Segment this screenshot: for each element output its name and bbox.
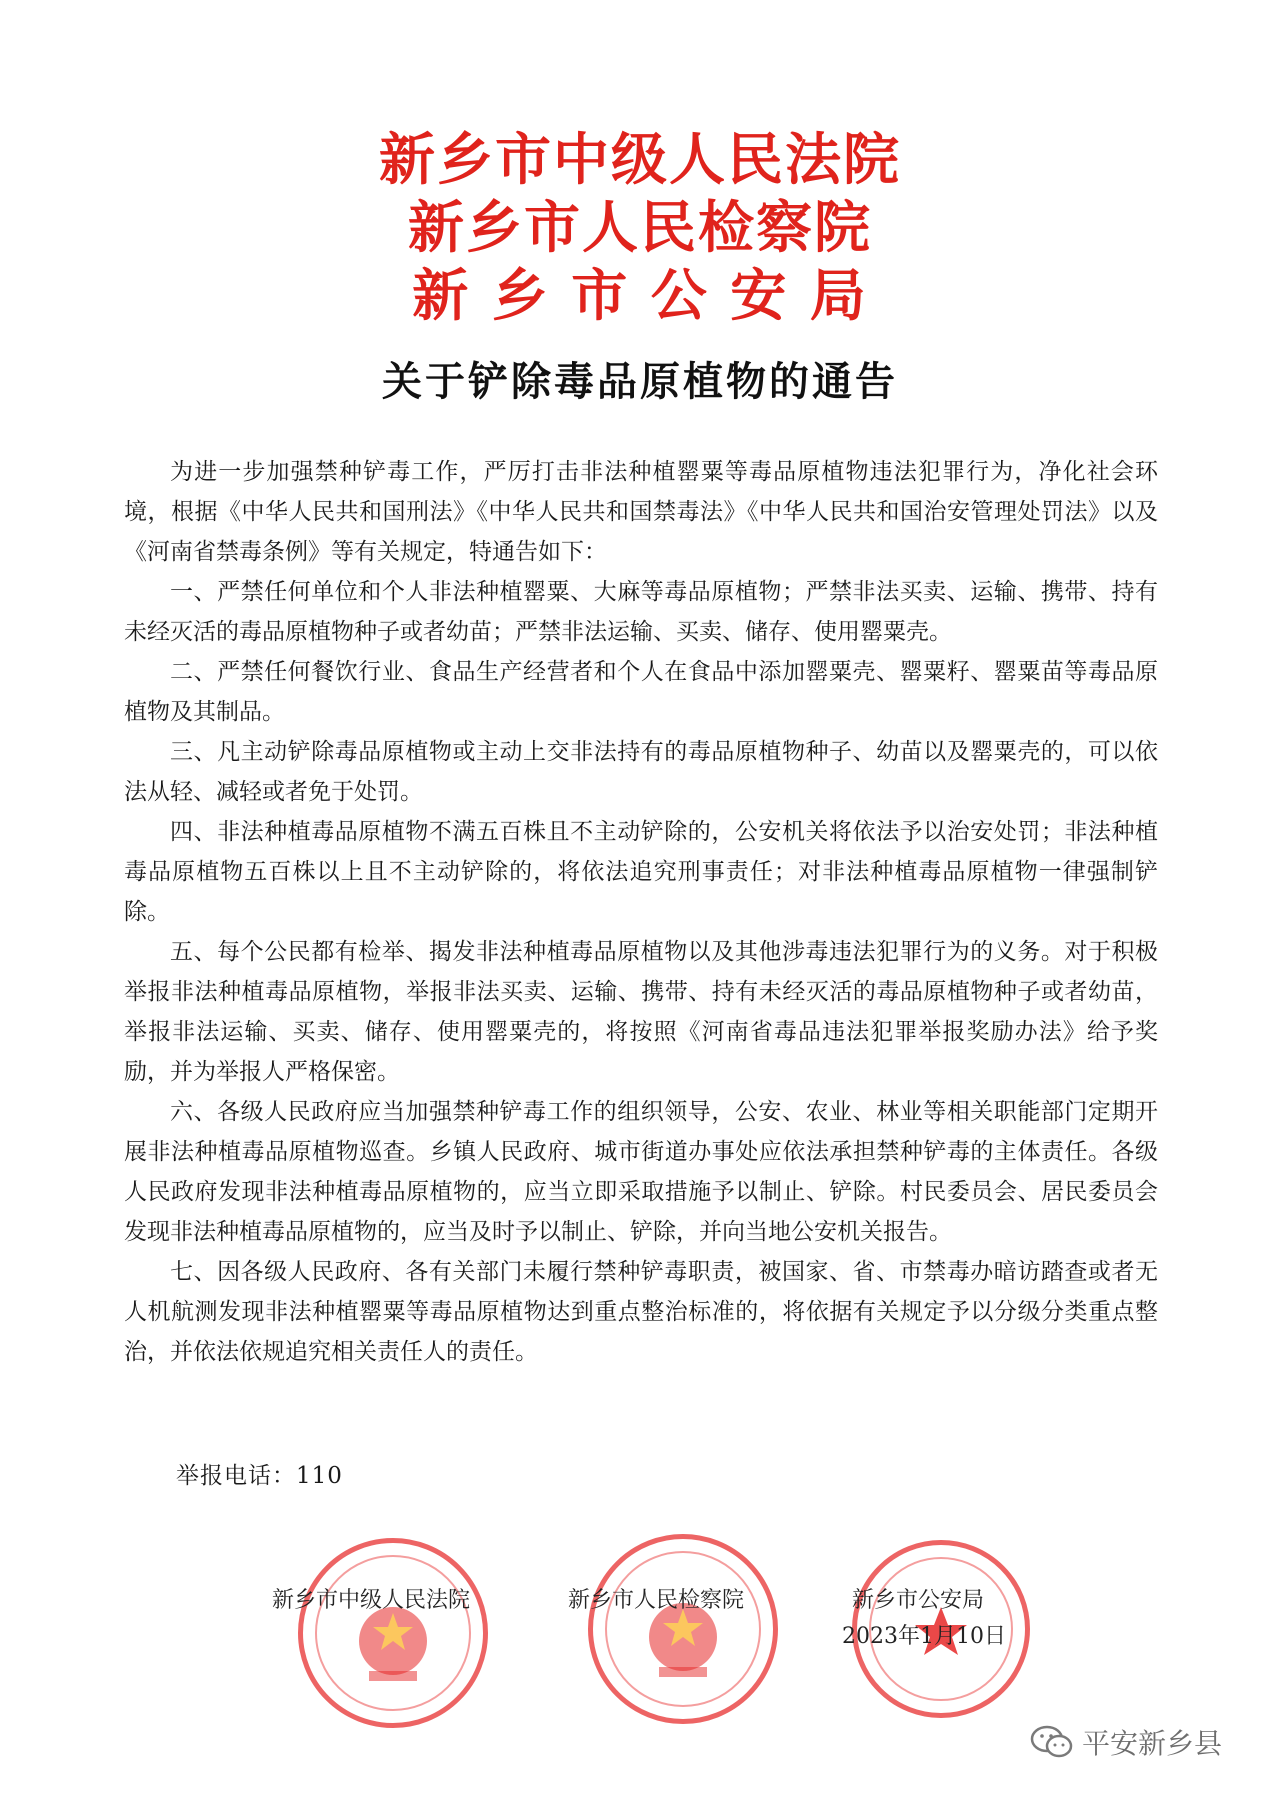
paragraph-item-1: 一、严禁任何单位和个人非法种植罂粟、大麻等毒品原植物；严禁非法买卖、运输、携带、持有未经灭活的毒品原植物种子或者幼苗；严禁非法运输、买卖、储存、使用罂粟壳。 (124, 579, 1158, 645)
org-procuratorate-header: 新乡市人民检察院 (408, 195, 872, 261)
issue-date: 2023年1月10日 (842, 1624, 1006, 1649)
signature-court: 新乡市中级人民法院 (272, 1588, 471, 1613)
wechat-icon (1030, 1724, 1074, 1760)
paragraph-item-2: 二、严禁任何餐饮行业、食品生产经营者和个人在食品中添加罂粟壳、罂粟籽、罂粟苗等毒品原植物及其制品。 (124, 659, 1158, 725)
report-hotline: 举报电话：110 (176, 1463, 343, 1489)
document-title: 关于铲除毒品原植物的通告 (382, 358, 898, 405)
paragraph-item-5: 五、每个公民都有检举、揭发非法种植毒品原植物以及其他涉毒违法犯罪行为的义务。对于积极举报非法种植毒品原植物，举报非法买卖、运输、携带、持有未经灭活的毒品原植物种子或者幼苗，举报非法运输、买卖、储存、使用罂粟壳的，将按照《河南省毒品违法犯罪举报奖励办法》给予奖励，并为举报人严格保密。 (124, 939, 1158, 1085)
paragraph-intro: 为进一步加强禁种铲毒工作，严厉打击非法种植罂粟等毒品原植物违法犯罪行为，净化社会环境，根据《中华人民共和国刑法》《中华人民共和国禁毒法》《中华人民共和国治安管理处罚法》以及《河南省禁毒条例》等有关规定，特通告如下： (124, 459, 1158, 565)
watermark-label: 平安新乡县 (1082, 1727, 1223, 1760)
court-seal (298, 1538, 488, 1728)
issuing-organizations (0, 126, 1280, 330)
emblem-icon (303, 1543, 483, 1723)
signature-police: 新乡市公安局 (852, 1588, 985, 1613)
org-police-header: 新 乡 市 公 安 局 (412, 263, 868, 329)
notice-body (124, 452, 1158, 1372)
signature-procuratorate: 新乡市人民检察院 (568, 1588, 745, 1613)
emblem-icon (593, 1539, 773, 1719)
procuratorate-seal (588, 1534, 778, 1724)
org-court-header: 新乡市中级人民法院 (379, 127, 901, 193)
paragraph-item-7: 七、因各级人民政府、各有关部门未履行禁种铲毒职责，被国家、省、市禁毒办暗访踏查或者无人机航测发现非法种植罂粟等毒品原植物达到重点整治标准的，将依据有关规定予以分级分类重点整治，并依法依规追究相关责任人的责任。 (124, 1259, 1158, 1365)
paragraph-item-4: 四、非法种植毒品原植物不满五百株且不主动铲除的，公安机关将依法予以治安处罚；非法种植毒品原植物五百株以上且不主动铲除的，将依法追究刑事责任；对非法种植毒品原植物一律强制铲除。 (124, 819, 1158, 925)
paragraph-item-3: 三、凡主动铲除毒品原植物或主动上交非法持有的毒品原植物种子、幼苗以及罂粟壳的，可以依法从轻、减轻或者免于处罚。 (124, 739, 1158, 805)
paragraph-item-6: 六、各级人民政府应当加强禁种铲毒工作的组织领导，公安、农业、林业等相关职能部门定期开展非法种植毒品原植物巡查。乡镇人民政府、城市街道办事处应依法承担禁种铲毒的主体责任。各级人民政府发现非法种植毒品原植物的，应当立即采取措施予以制止、铲除。村民委员会、居民委员会发现非法种植毒品原植物的，应当及时予以制止、铲除，并向当地公安机关报告。 (124, 1099, 1158, 1245)
watermark (1030, 1722, 1222, 1762)
